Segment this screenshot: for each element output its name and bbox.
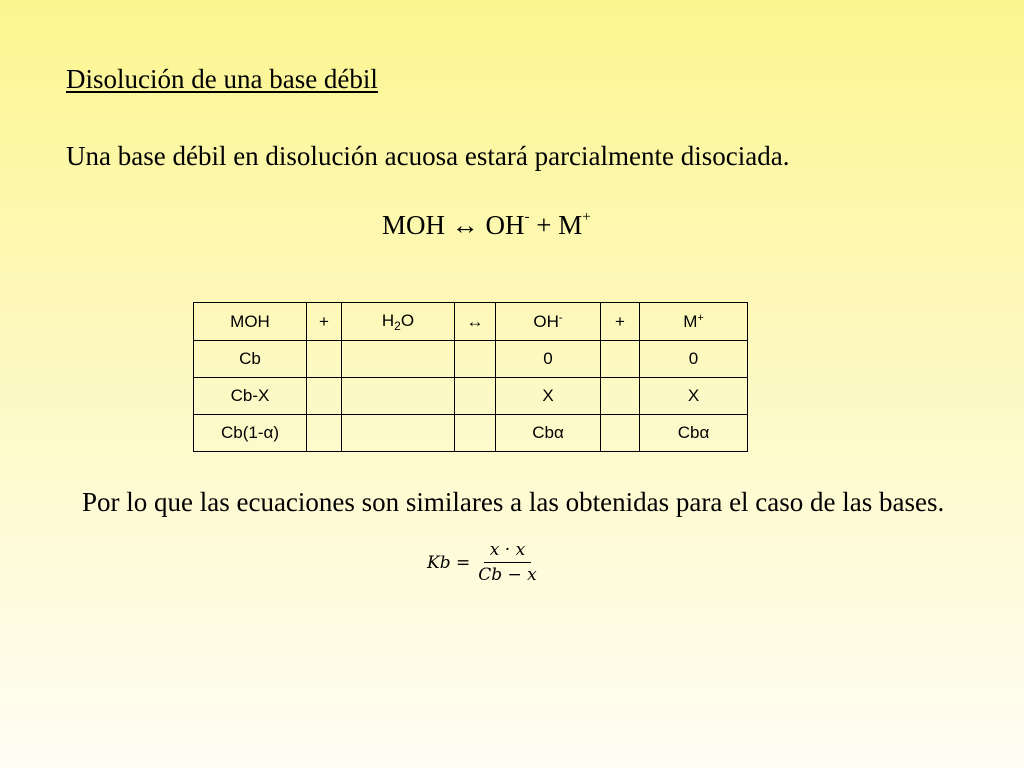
table-header-row	[194, 303, 748, 341]
equation-m-charge: +	[582, 209, 591, 225]
cell-empty	[342, 341, 455, 378]
cell-empty	[455, 415, 496, 452]
header-moh: MOH	[194, 303, 307, 341]
conclusion-paragraph: Por lo que las ecuaciones son similares a las obtenidas para el caso de las bases.	[82, 487, 945, 517]
table-row	[194, 378, 748, 415]
intro-paragraph: Una base débil en disolución acuosa estará parcialmente disociada.	[66, 141, 790, 171]
cell-m: 0	[640, 341, 748, 378]
reaction-table	[193, 302, 748, 452]
cell-empty	[342, 378, 455, 415]
cell-m: Cbα	[640, 415, 748, 452]
cell-oh: Cbα	[496, 415, 601, 452]
formula-fraction	[474, 540, 541, 585]
cell-moh: Cb-X	[194, 378, 307, 415]
formula-denominator: Cb − x	[478, 565, 537, 585]
dissociation-equation	[382, 210, 591, 241]
formula-lhs: Kb =	[427, 552, 471, 573]
cell-oh: X	[496, 378, 601, 415]
header-m: M+	[640, 303, 748, 341]
equation-oh-charge: -	[524, 209, 530, 225]
cell-empty	[455, 341, 496, 378]
cell-oh: 0	[496, 341, 601, 378]
cell-empty	[601, 415, 640, 452]
header-oh: OH-	[496, 303, 601, 341]
cell-empty	[601, 378, 640, 415]
table-row	[194, 341, 748, 378]
table-row	[194, 415, 748, 452]
cell-moh: Cb	[194, 341, 307, 378]
formula-numerator: x · x	[484, 540, 531, 563]
equation-lhs: MOH ↔ OH	[382, 210, 525, 240]
cell-moh: Cb(1-α)	[194, 415, 307, 452]
header-arrow: ↔	[455, 303, 496, 341]
header-plus-1: +	[307, 303, 342, 341]
cell-empty	[307, 341, 342, 378]
cell-empty	[455, 378, 496, 415]
cell-empty	[342, 415, 455, 452]
cell-empty	[307, 415, 342, 452]
header-plus-2: +	[601, 303, 640, 341]
cell-m: X	[640, 378, 748, 415]
equation-mid: + M	[529, 210, 583, 240]
header-h2o: $H_2O$	[342, 303, 455, 341]
slide-title: Disolución de una base débil	[66, 64, 378, 94]
kb-formula	[427, 540, 541, 585]
cell-empty	[307, 378, 342, 415]
cell-empty	[601, 341, 640, 378]
